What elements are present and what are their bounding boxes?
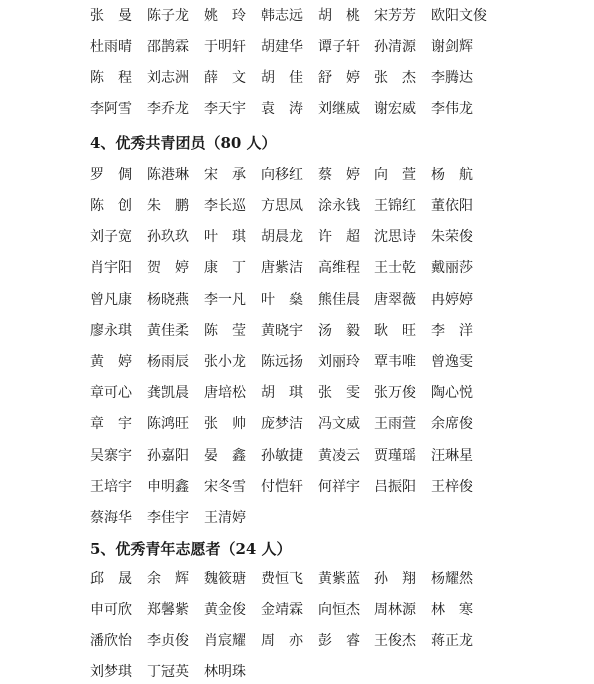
honoree-name: 彭 睿	[318, 633, 360, 649]
honoree-name: 王梓俊	[431, 479, 473, 495]
honoree-name: 李腾达	[431, 70, 473, 86]
honoree-name: 耿 旺	[374, 323, 416, 339]
honoree-name: 魏筱瑭	[204, 571, 246, 587]
honoree-name: 韩志远	[261, 8, 303, 24]
honoree-name: 沈思诗	[374, 229, 416, 245]
honoree-name: 王士乾	[374, 260, 416, 276]
honoree-name: 晏 鑫	[204, 448, 246, 464]
honoree-name: 姚 玲	[204, 8, 246, 24]
honoree-name: 李一凡	[204, 292, 246, 308]
honoree-name: 王清婷	[204, 510, 246, 526]
honoree-name: 孙敏捷	[261, 448, 303, 464]
honoree-name: 丁冠英	[147, 664, 189, 680]
name-row	[0, 66, 594, 90]
honoree-name: 朱 鹏	[147, 198, 189, 214]
honoree-name: 陈远扬	[261, 354, 303, 370]
honoree-name: 蔡 婷	[318, 167, 360, 183]
honoree-name: 舒 婷	[318, 70, 360, 86]
name-row	[0, 256, 594, 280]
name-row	[0, 567, 594, 591]
honoree-name: 邱 晟	[90, 571, 132, 587]
honoree-name: 杨 航	[431, 167, 473, 183]
honoree-name: 胡 桃	[318, 8, 360, 24]
name-row	[0, 4, 594, 28]
honoree-name: 袁 涛	[261, 101, 303, 117]
honoree-name: 王培宇	[90, 479, 132, 495]
honoree-name: 熊佳晨	[318, 292, 360, 308]
honoree-name: 孙嘉阳	[147, 448, 189, 464]
honoree-name: 宋 承	[204, 167, 246, 183]
honoree-name: 胡 琪	[261, 385, 303, 401]
name-row	[0, 475, 594, 499]
honoree-name: 林 寒	[431, 602, 473, 618]
honoree-name: 杨雨辰	[147, 354, 189, 370]
honoree-name: 肖宸耀	[204, 633, 246, 649]
honoree-name: 向 萱	[374, 167, 416, 183]
honoree-name: 朱荣俊	[431, 229, 473, 245]
honoree-name: 欧阳文俊	[431, 8, 487, 24]
name-row	[0, 163, 594, 187]
name-row	[0, 381, 594, 405]
honoree-name: 涂永钱	[318, 198, 360, 214]
honoree-name: 陶心悦	[431, 385, 473, 401]
honoree-name: 申可欣	[90, 602, 132, 618]
honoree-name: 唐紫洁	[261, 260, 303, 276]
honoree-name: 叶 琪	[204, 229, 246, 245]
honoree-name: 罗 倜	[90, 167, 132, 183]
honoree-name: 吴寨宇	[90, 448, 132, 464]
honoree-name: 刘丽玲	[318, 354, 360, 370]
honoree-name: 冯文威	[318, 416, 360, 432]
honoree-name: 邵鹊霖	[147, 39, 189, 55]
name-row	[0, 629, 594, 653]
honoree-name: 章 宇	[90, 416, 132, 432]
honoree-name: 余席俊	[431, 416, 473, 432]
honoree-name: 董依阳	[431, 198, 473, 214]
honoree-name: 孙 翔	[374, 571, 416, 587]
honoree-name: 余 辉	[147, 571, 189, 587]
honoree-name: 曾凡康	[90, 292, 132, 308]
section-heading: 5、优秀青年志愿者（24 人）	[90, 540, 292, 558]
honoree-name: 陈 程	[90, 70, 132, 86]
honoree-name: 贺 婷	[147, 260, 189, 276]
honoree-name: 蔡海华	[90, 510, 132, 526]
name-row	[0, 97, 594, 121]
honoree-name: 张 杰	[374, 70, 416, 86]
honoree-name: 章可心	[90, 385, 132, 401]
honoree-name: 龚凯晨	[147, 385, 189, 401]
honoree-name: 孙玖玖	[147, 229, 189, 245]
honoree-name: 王雨萱	[374, 416, 416, 432]
honoree-name: 胡晨龙	[261, 229, 303, 245]
honoree-name: 杨耀然	[431, 571, 473, 587]
honoree-name: 陈港琳	[147, 167, 189, 183]
honoree-name: 周 亦	[261, 633, 303, 649]
honoree-name: 高维程	[318, 260, 360, 276]
honoree-name: 向恒杰	[318, 602, 360, 618]
honoree-name: 黄佳柔	[147, 323, 189, 339]
honoree-name: 陈 莹	[204, 323, 246, 339]
honoree-name: 廖永琪	[90, 323, 132, 339]
name-row	[0, 506, 594, 530]
name-row	[0, 660, 594, 684]
honoree-name: 汤 毅	[318, 323, 360, 339]
honoree-name: 费恒飞	[261, 571, 303, 587]
honoree-name: 李天宇	[204, 101, 246, 117]
honoree-name: 宋冬雪	[204, 479, 246, 495]
honoree-name: 黄凌云	[318, 448, 360, 464]
honoree-name: 张万俊	[374, 385, 416, 401]
name-row	[0, 225, 594, 249]
honoree-name: 汪琳星	[431, 448, 473, 464]
honoree-name: 黄 婷	[90, 354, 132, 370]
honoree-name: 唐翠薇	[374, 292, 416, 308]
honoree-name: 薛 文	[204, 70, 246, 86]
honoree-name: 李贞俊	[147, 633, 189, 649]
name-row	[0, 412, 594, 436]
honoree-name: 李乔龙	[147, 101, 189, 117]
section-heading: 4、优秀共青团员（80 人）	[90, 134, 277, 152]
honoree-name: 覃韦唯	[374, 354, 416, 370]
honoree-name: 张小龙	[204, 354, 246, 370]
honoree-name: 李长巡	[204, 198, 246, 214]
honoree-name: 陈子龙	[147, 8, 189, 24]
honoree-name: 潘欣怡	[90, 633, 132, 649]
honoree-name: 黄晓宇	[261, 323, 303, 339]
name-row	[0, 444, 594, 468]
honoree-name: 谢剑辉	[431, 39, 473, 55]
honoree-name: 胡建华	[261, 39, 303, 55]
honoree-name: 张 帅	[204, 416, 246, 432]
honoree-name: 付恺轩	[261, 479, 303, 495]
honoree-name: 于明轩	[204, 39, 246, 55]
honoree-name: 宋芳芳	[374, 8, 416, 24]
honoree-name: 李阿雪	[90, 101, 132, 117]
honoree-name: 林明珠	[204, 664, 246, 680]
honoree-name: 李伟龙	[431, 101, 473, 117]
honoree-name: 叶 燊	[261, 292, 303, 308]
name-row	[0, 194, 594, 218]
honoree-name: 康 丁	[204, 260, 246, 276]
honoree-name: 郑馨紫	[147, 602, 189, 618]
honoree-name: 贾瑾瑶	[374, 448, 416, 464]
honoree-name: 方思凤	[261, 198, 303, 214]
honoree-name: 张 曼	[90, 8, 132, 24]
honoree-name: 陈 创	[90, 198, 132, 214]
honoree-name: 吕振阳	[374, 479, 416, 495]
honoree-name: 李佳宇	[147, 510, 189, 526]
name-row	[0, 35, 594, 59]
honoree-name: 刘继威	[318, 101, 360, 117]
honoree-name: 王俊杰	[374, 633, 416, 649]
honoree-name: 陈鸿旺	[147, 416, 189, 432]
honoree-name: 蒋正龙	[431, 633, 473, 649]
honoree-name: 李 洋	[431, 323, 473, 339]
honoree-name: 谢宏威	[374, 101, 416, 117]
honoree-name: 张 雯	[318, 385, 360, 401]
honoree-name: 黄紫蓝	[318, 571, 360, 587]
honoree-name: 向移红	[261, 167, 303, 183]
honoree-name: 孙清源	[374, 39, 416, 55]
honoree-name: 许 超	[318, 229, 360, 245]
name-row	[0, 288, 594, 312]
honoree-name: 唐培松	[204, 385, 246, 401]
honoree-name: 冉婷婷	[431, 292, 473, 308]
honoree-name: 胡 佳	[261, 70, 303, 86]
honoree-name: 金靖霖	[261, 602, 303, 618]
honoree-name: 刘梦琪	[90, 664, 132, 680]
honoree-name: 肖宇阳	[90, 260, 132, 276]
honoree-name: 何祥宇	[318, 479, 360, 495]
honoree-name: 曾逸雯	[431, 354, 473, 370]
honoree-name: 王锦红	[374, 198, 416, 214]
honoree-name: 杜雨晴	[90, 39, 132, 55]
honoree-name: 庞梦洁	[261, 416, 303, 432]
honoree-name: 申明鑫	[147, 479, 189, 495]
honoree-name: 杨晓燕	[147, 292, 189, 308]
name-row	[0, 319, 594, 343]
name-row	[0, 350, 594, 374]
honoree-name: 黄金俊	[204, 602, 246, 618]
honoree-name: 戴丽莎	[431, 260, 473, 276]
honoree-name: 刘志洲	[147, 70, 189, 86]
name-row	[0, 598, 594, 622]
honoree-name: 刘子宽	[90, 229, 132, 245]
honoree-name: 谭子轩	[318, 39, 360, 55]
honoree-name: 周林源	[374, 602, 416, 618]
